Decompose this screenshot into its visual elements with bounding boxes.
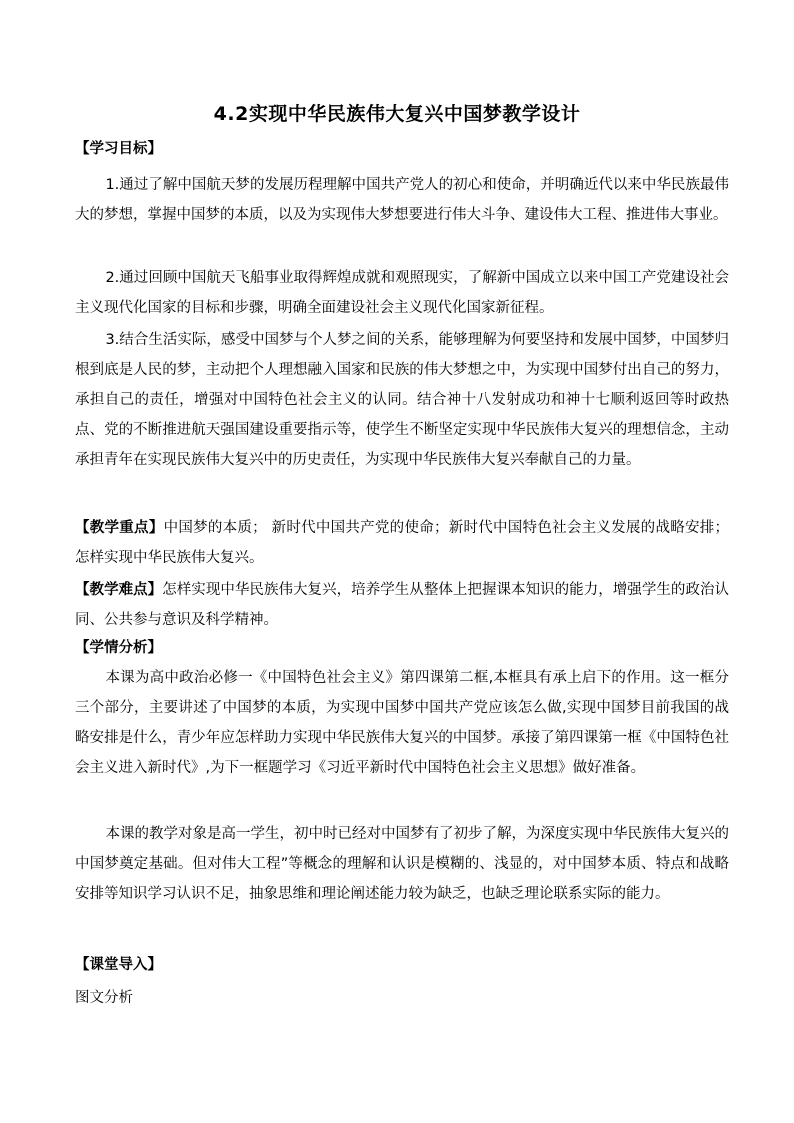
objective-item-3: 3.结合生活实际，感受中国梦与个人梦之间的关系，能够理解为何要坚持和发展中国梦，中国梦归根到底是人民的梦，主动把个人理想融入国家和民族的伟大梦想之中，为实现中国梦付出自己的努力，承担自己的责任，增强对中国特色社会主义的认同。结合神十八发射成功和神十七顺利返回等时政热点、党的不断推进航天强国建设重要指示等，使学生不断坚定实现中华民族伟大复兴的理想信念，主动承担青年在实现民族伟大复兴中的历史责任，为实现中华民族伟大复兴奉献自己的力量。	[75, 332, 729, 468]
analysis-heading: 【学情分析】	[75, 640, 162, 656]
difficulties-heading: 【教学难点】	[75, 582, 163, 598]
analysis-paragraph-2: 本课的教学对象是高一学生，初中时已经对中国梦有了初步了解，为深度实现中华民族伟大复兴的中国梦奠定基础。但对伟大工程”等概念的理解和认识是模糊的、浅显的，对中国梦本质、特点和战略安排等知识学习认识不足，抽象思维和理论阐述能力较为缺乏，也缺乏理论联系实际的能力。	[75, 826, 729, 902]
difficulties-paragraph	[75, 575, 729, 635]
key-points-paragraph	[75, 513, 729, 573]
introduction-heading: 【课堂导入】	[75, 957, 162, 973]
objective-item-2: 2.通过回顾中国航天飞船事业取得辉煌成就和观照现实，了解新中国成立以来中国工产党建设社会主义现代化国家的目标和步骤，明确全面建设社会主义现代化国家新征程。	[75, 270, 729, 316]
introduction-text: 图文分析	[75, 990, 133, 1006]
objective-item-1: 1.通过了解中国航天梦的发展历程理解中国共产党人的初心和使命，并明确近代以来中华民族最伟大的梦想，掌握中国梦的本质，以及为实现伟大梦想要进行伟大斗争、建设伟大工程、推进伟大事业。	[75, 177, 729, 223]
objectives-heading: 【学习目标】	[75, 141, 162, 157]
key-points-text: 中国梦的本质； 新时代中国共产党的使命；新时代中国特色社会主义发展的战略安排；怎样实现中华民族伟大复兴。	[75, 520, 730, 566]
analysis-paragraph-1: 本课为高中政治必修一《中国特色社会主义》第四课第二框,本框具有承上启下的作用。这一框分三个部分，主要讲述了中国梦的本质，为实现中国梦中国共产党应该怎么做,实现中国梦目前我国的战略安排是什么，青少年应怎样助力实现中华民族伟大复兴的中国梦。承接了第四课第一框《中国特色社会主义进入新时代》,为下一框题学习《习近平新时代中国特色社会主义思想》做好准备。	[75, 670, 729, 776]
document-title: 4.2实现中华民族伟大复兴中国梦教学设计	[213, 103, 581, 125]
key-points-heading: 【教学重点】	[75, 520, 164, 536]
difficulties-text: 怎样实现中华民族伟大复兴，培养学生从整体上把握课本知识的能力，增强学生的政治认同、公共参与意识及科学精神。	[75, 582, 730, 628]
